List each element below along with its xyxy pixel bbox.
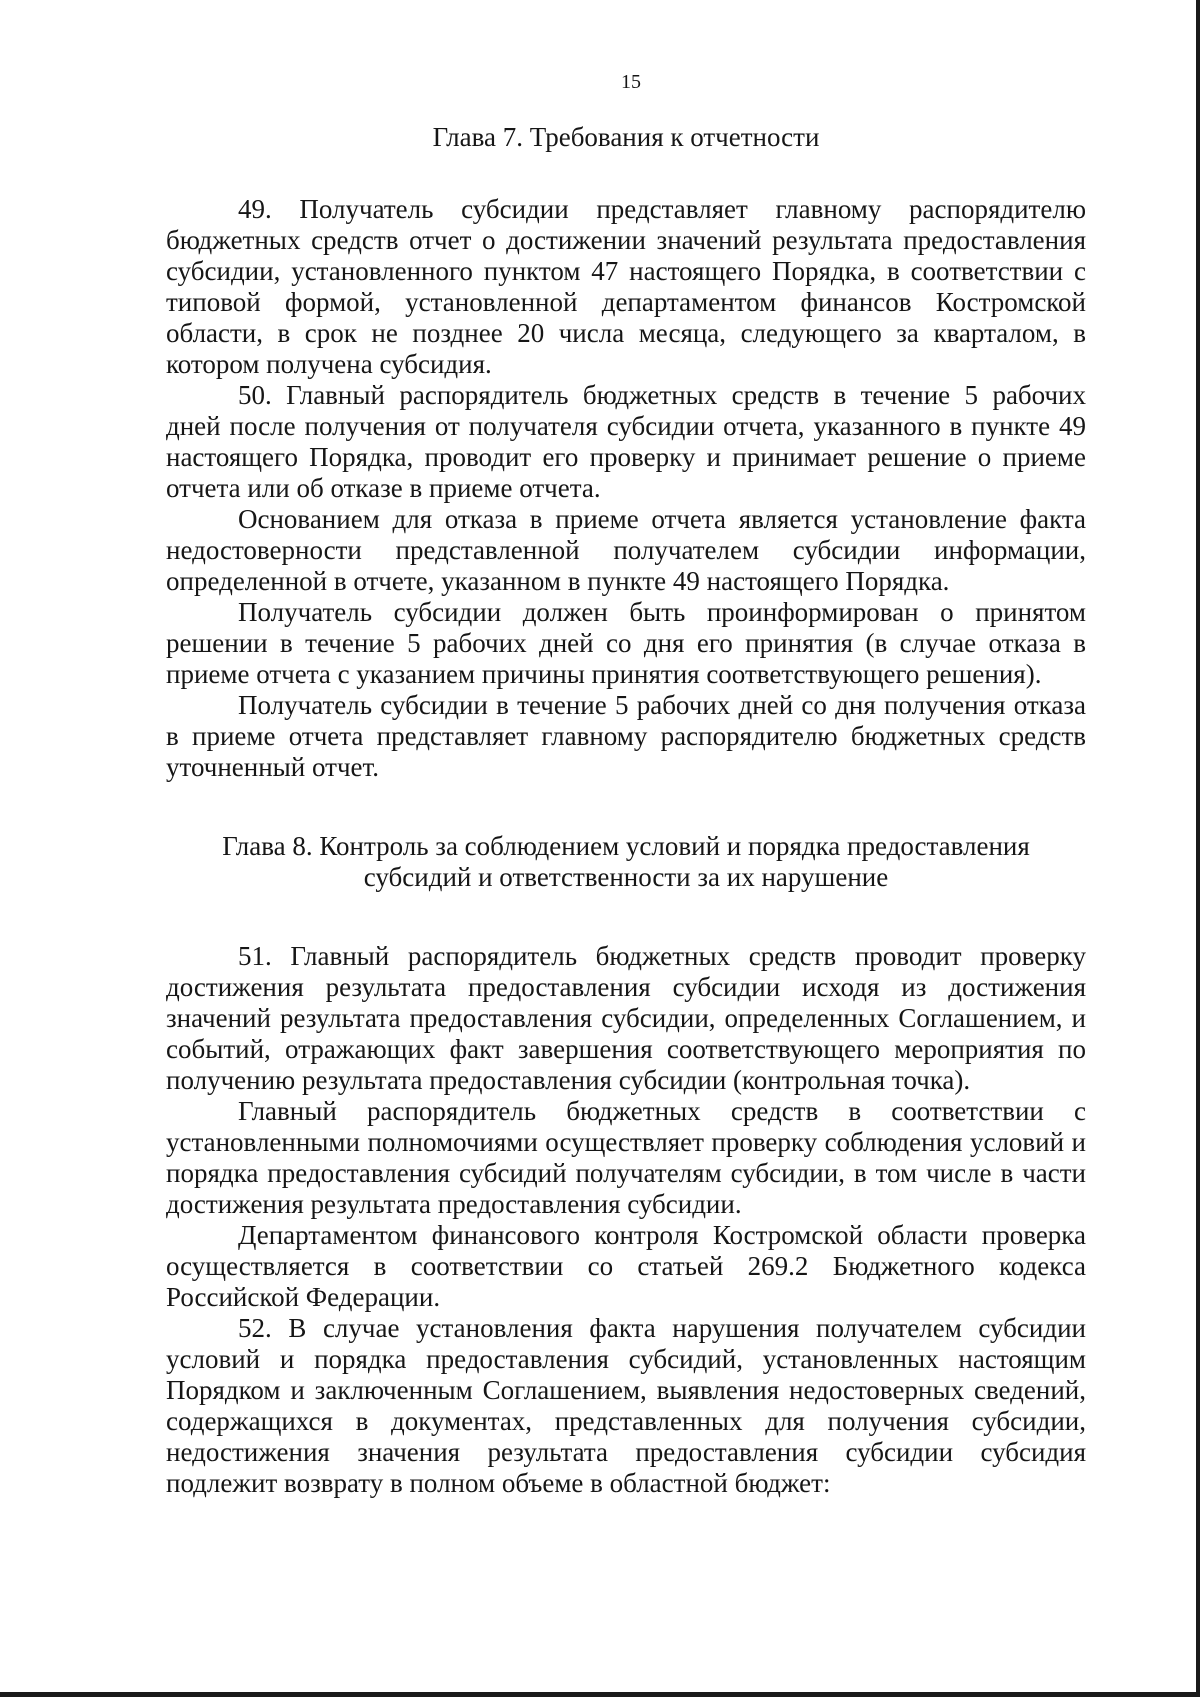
chapter-8-title-line-2: субсидий и ответственности за их нарушение xyxy=(363,862,889,892)
chapter-8-title xyxy=(166,831,1086,893)
chapter-7-title: Глава 7. Требования к отчетности xyxy=(432,122,820,152)
paragraph-51: 51. Главный распорядитель бюджетных средств проводит проверку достижения результата предоставления субсидии исходя из достижения значений результата предоставления субсидии, определенных Соглашением, и событий, отражающих факт завершения соответствующего мероприятия по получению результата предоставления субсидии (контрольная точка). xyxy=(166,941,1086,1095)
paragraph-refusal-grounds: Основанием для отказа в приеме отчета является установление факта недостоверности представленной получателем субсидии информации, определенной в отчете, указанном в пункте 49 настоящего Порядка. xyxy=(166,504,1086,596)
document-page xyxy=(166,70,1086,1499)
scan-edge-bottom xyxy=(0,1692,1200,1697)
paragraph-compliance-check: Главный распорядитель бюджетных средств в соответствии с установленными полномочиями осуществляет проверку соблюдения условий и порядка предоставления субсидий получателям субсидии, в том числе в части достижения результата предоставления субсидии. xyxy=(166,1096,1086,1219)
paragraph-corrected-report: Получатель субсидии в течение 5 рабочих дней со дня получения отказа в приеме отчета представляет главному распорядителю бюджетных средств уточненный отчет. xyxy=(166,690,1086,782)
page-number: 15 xyxy=(621,71,641,93)
chapter-7 xyxy=(166,122,1086,783)
paragraph-49: 49. Получатель субсидии представляет главному распорядителю бюджетных средств отчет о достижении значений результата предоставления субсидии, установленного пунктом 47 настоящего Порядка, в соответствии с типовой формой, установленной департаментом финансов Костромской области, в срок не позднее 20 числа месяца, следующего за кварталом, в котором получена субсидия. xyxy=(166,194,1086,379)
paragraph-50: 50. Главный распорядитель бюджетных средств в течение 5 рабочих дней после получения от получателя субсидии отчета, указанного в пункте 49 настоящего Порядка, проводит его проверку и принимает решение о приеме отчета или об отказе в приеме отчета. xyxy=(166,380,1086,503)
paragraph-52: 52. В случае установления факта нарушения получателем субсидии условий и порядка предоставления субсидий, установленных настоящим Порядком и заключенным Соглашением, выявления недостоверных сведений, содержащихся в документах, представленных для получения субсидии, недостижения значения результата предоставления субсидии субсидия подлежит возврату в полном объеме в областной бюджет: xyxy=(166,1313,1086,1498)
paragraph-notification: Получатель субсидии должен быть проинформирован о принятом решении в течение 5 рабочих дней со дня его принятия (в случае отказа в приеме отчета с указанием причины принятия соответствующего решения). xyxy=(166,597,1086,689)
chapter-8 xyxy=(166,831,1086,1499)
chapter-8-title-line-1: Глава 8. Контроль за соблюдением условий и порядка предоставления xyxy=(222,831,1030,861)
paragraph-financial-control: Департаментом финансового контроля Костромской области проверка осуществляется в соответствии со статьей 269.2 Бюджетного кодекса Российской Федерации. xyxy=(166,1220,1086,1312)
scan-edge-right xyxy=(1196,0,1200,1697)
